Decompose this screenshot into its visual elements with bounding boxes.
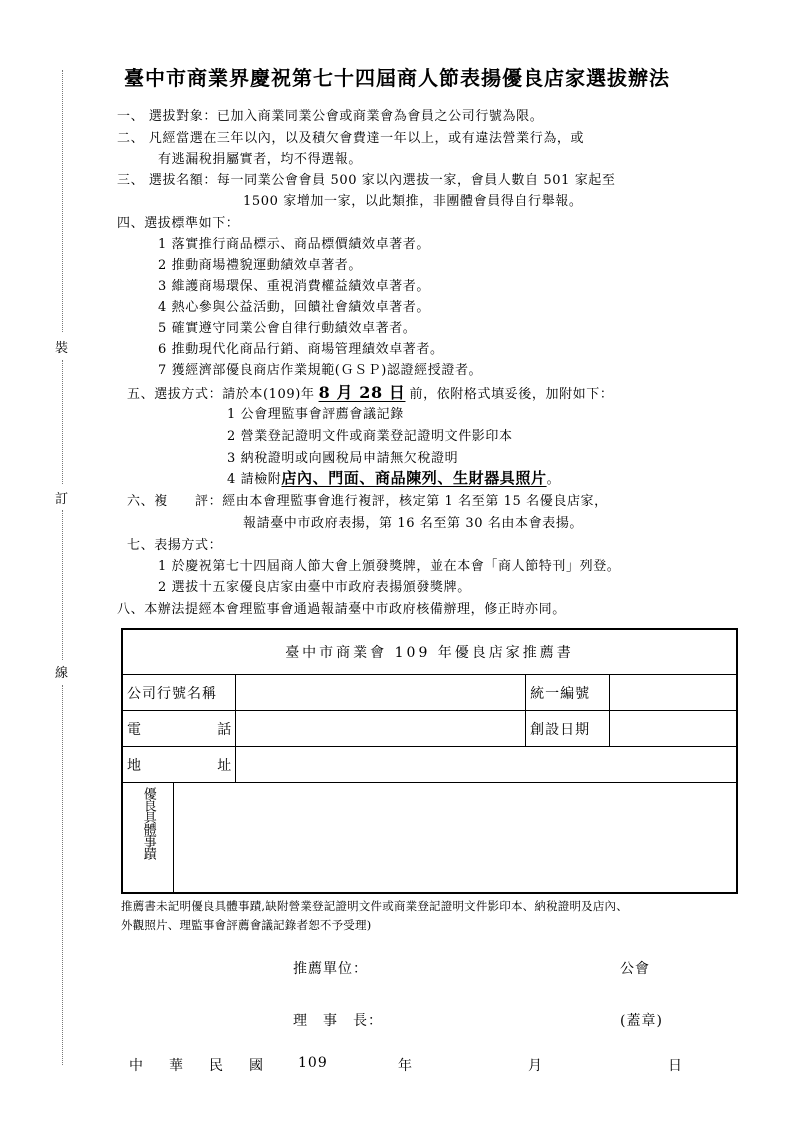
criterion-3: 3 維護商場環保、重視消費權益績效卓著者。 [158,279,431,294]
date-era: 中 華 民 國 [129,1058,269,1074]
material-1: 1 公會理監事會評薦會議記錄 [227,407,404,422]
address-field[interactable] [236,747,737,783]
founded-date-field[interactable] [609,711,737,747]
material-4-highlight: 店內、門面、商品陳列、生財器具照片 [281,469,547,487]
rule-2-line-1: 二、 凡經當選在三年以內，以及積欠會費達一年以上，或有違法營業行為，或 [117,131,585,146]
phone-label-b: 話 [217,721,232,738]
criterion-1: 1 落實推行商品標示、商品標價績效卓著者。 [158,237,431,252]
address-label [122,747,236,783]
date-month-unit: 月 [528,1058,543,1074]
page-title: 臺中市商業界慶祝第七十四屆商人節表揚優良店家選拔辦法 [124,66,670,90]
phone-label-a: 電 [127,721,141,738]
criterion-4: 4 熱心參與公益活動，回饋社會績效卓著者。 [158,300,431,315]
date-day-unit: 日 [668,1058,683,1074]
rule-5 [127,380,614,403]
rule-2-line-2: 有逃漏稅捐屬實者，均不得選報。 [158,152,363,167]
phone-label [122,711,236,747]
criterion-2: 2 推動商場禮貌運動績效卓著者。 [158,258,363,273]
company-name-field[interactable] [236,675,526,711]
form-title: 臺中市商業會 109 年優良店家推薦書 [122,629,737,675]
seal-label: (蓋章) [620,1013,663,1029]
material-4-prefix: 4 請檢附 [227,472,282,487]
rule-3-line-1: 三、 選拔名額：每一同業公會會員 500 家以內選拔一家，會員人數自 501 家起至 [117,173,616,188]
binding-mark-xian: 線 [55,666,69,681]
recommending-unit-label: 推薦單位： [293,961,368,977]
founded-date-label: 創設日期 [526,711,610,747]
deeds-label-cell [122,783,174,893]
material-4 [227,467,560,488]
phone-field[interactable] [236,711,526,747]
company-name-label: 公司行號名稱 [122,675,236,711]
date-year-unit: 年 [398,1058,413,1074]
recommending-unit-suffix: 公會 [620,961,650,977]
unified-number-label: 統一編號 [526,675,610,711]
address-label-a: 地 [127,757,141,774]
binding-line-bottom [62,685,63,1065]
rule-6-line-2: 報請臺中市政府表揚，第 16 名至第 30 名由本會表揚。 [243,516,584,531]
binding-mark-ding: 訂 [55,492,69,507]
address-label-b: 址 [217,757,232,774]
presentation-2: 2 選拔十五家優良店家由臺中市政府表揚頒發獎牌。 [158,580,471,595]
criterion-6: 6 推動現代化商品行銷、商場管理績效卓著者。 [158,342,444,357]
rule-7: 七、表揚方式： [127,538,223,553]
rule-5-suffix: 前，依附格式填妥後，加附如下： [409,387,614,402]
criterion-7: 7 獲經濟部優良商店作業規範(ＧＳＰ)認證經授證者。 [158,363,483,378]
binding-line-lower [62,510,63,660]
deeds-label: 優良具體事蹟 [140,787,156,859]
rule-1: 一、 選拔對象：已加入商業同業公會或商業會為會員之公司行號為限。 [117,109,544,124]
deeds-field[interactable] [174,783,737,893]
deadline-date: 8 月 28 日 [318,383,406,402]
binding-line-middle [62,360,63,484]
form-note-line-1: 推薦書未記明優良具體事蹟,缺附營業登記證明文件或商業登記證明文件影印本、納稅證明及店內、 [121,899,628,913]
material-3: 3 納稅證明或向國稅局申請無欠稅證明 [227,451,459,466]
binding-mark-zhuang: 裝 [55,341,69,356]
rule-4: 四、選拔標準如下： [117,216,240,231]
form-note-line-2: 外觀照片、理監事會評薦會議記錄者恕不予受理) [121,918,372,932]
date-year: 109 [298,1055,328,1071]
rule-8: 八、本辦法提經本會理監事會通過報請臺中市政府核備辦理，修正時亦同。 [117,602,566,617]
binding-line-top [62,70,63,332]
rule-3-line-2: 1500 家增加一家，以此類推，非團體會員得自行舉報。 [243,194,583,209]
rule-5-prefix: 五、選拔方式：請於本(109)年 [127,387,315,402]
chairman-label: 理 事 長： [293,1013,383,1029]
unified-number-field[interactable] [609,675,737,711]
rule-6-line-1: 六、複 評：經由本會理監事會進行複評，核定第 1 名至第 15 名優良店家， [127,494,608,509]
material-4-suffix: 。 [546,472,561,487]
criterion-5: 5 確實遵守同業公會自律行動績效卓著者。 [158,321,417,336]
material-2: 2 營業登記證明文件或商業登記證明文件影印本 [227,429,513,444]
recommendation-form [121,628,738,894]
presentation-1: 1 於慶祝第七十四屆商人節大會上頒發獎牌，並在本會「商人節特刊」列登。 [158,559,621,574]
